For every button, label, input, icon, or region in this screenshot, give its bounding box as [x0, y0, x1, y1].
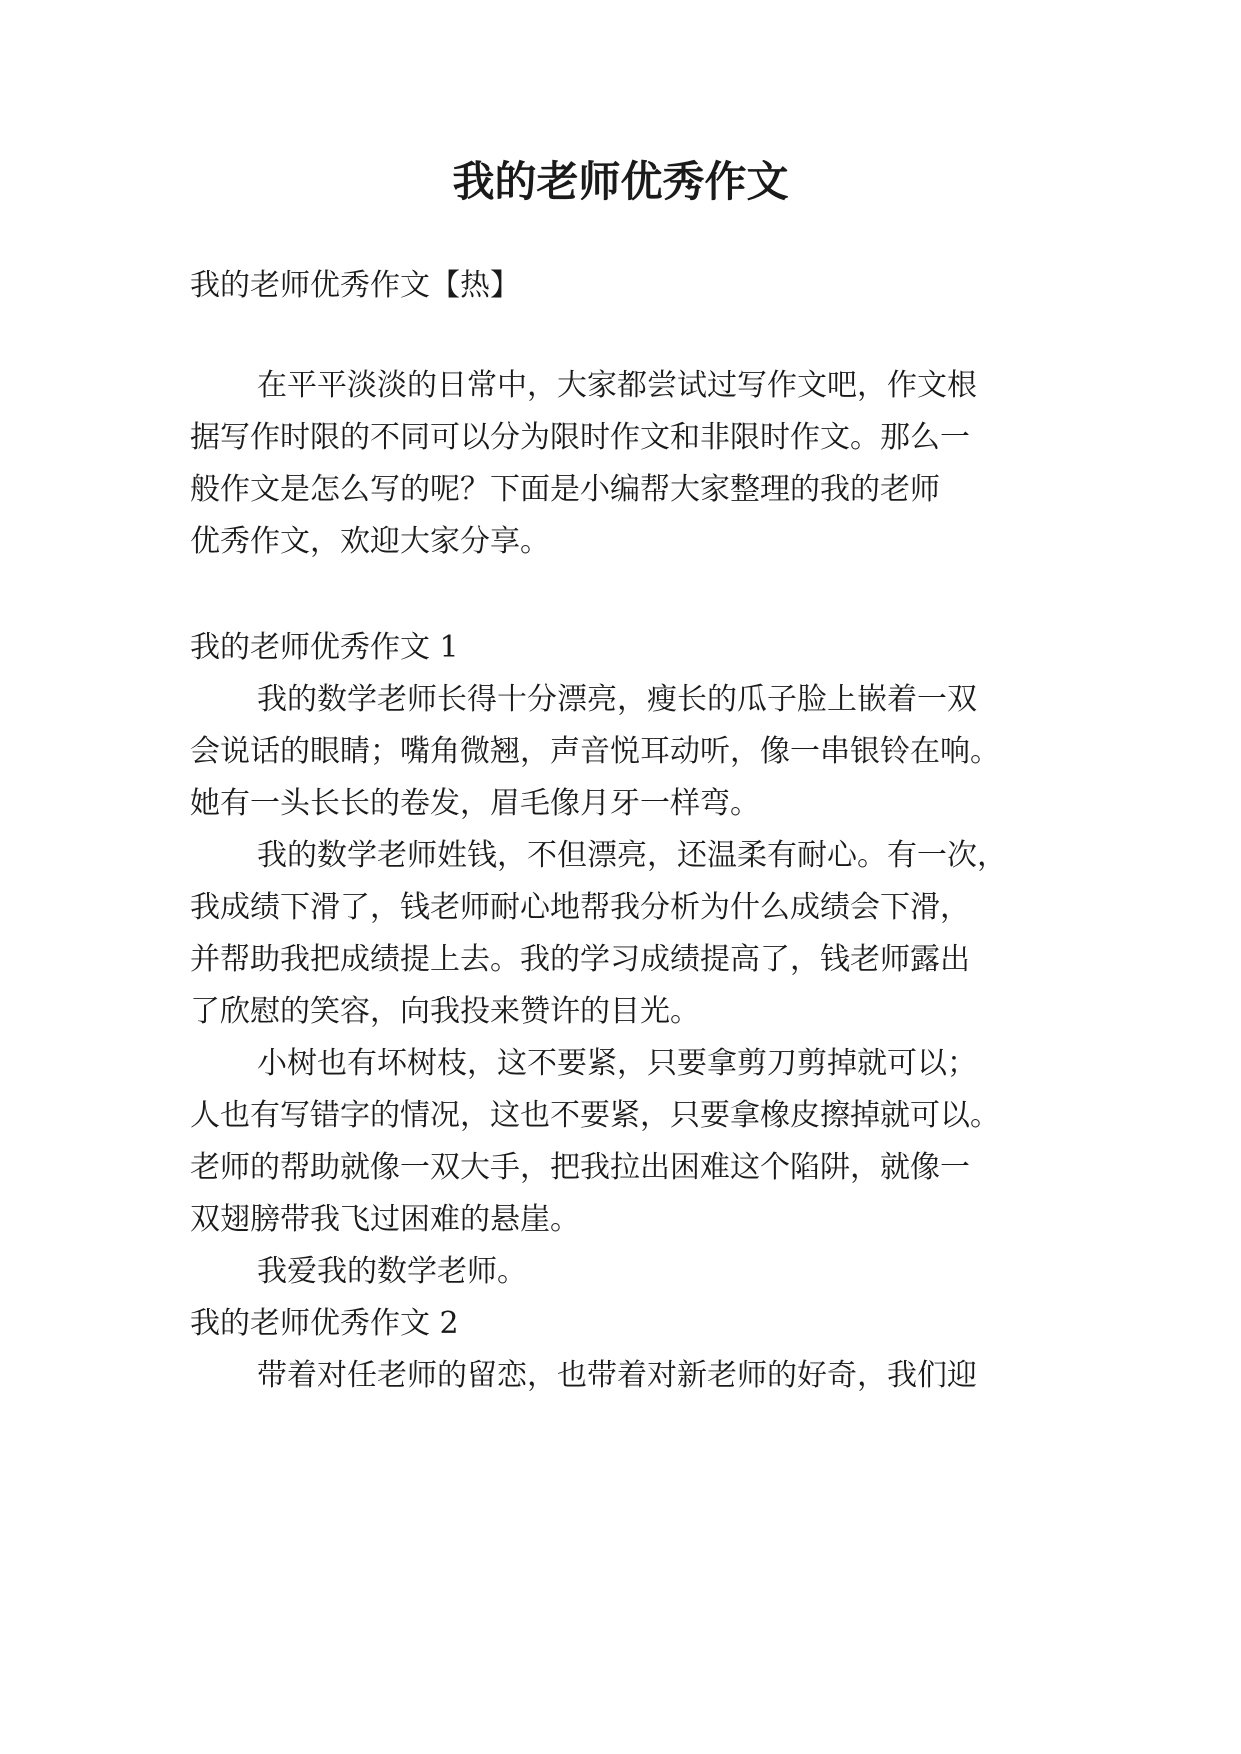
intro-line: 般作文是怎么写的呢？下面是小编帮大家整理的我的老师 [190, 472, 940, 507]
essay1-paragraph-line: 小树也有坏树枝，这不要紧，只要拿剪刀剪掉就可以； [257, 1046, 977, 1081]
essay1-paragraph-line: 老师的帮助就像一双大手，把我拉出困难这个陷阱，就像一 [190, 1150, 970, 1185]
essay1-paragraph-line: 她有一头长长的卷发，眉毛像月牙一样弯。 [190, 786, 760, 821]
essay1-paragraph-line: 会说话的眼睛；嘴角微翘，声音悦耳动听，像一串银铃在响。 [190, 734, 1000, 769]
intro-line: 在平平淡淡的日常中，大家都尝试过写作文吧，作文根 [257, 368, 977, 403]
essay2-heading: 我的老师优秀作文 2 [190, 1306, 459, 1341]
essay1-paragraph-line: 我的数学老师长得十分漂亮，瘦长的瓜子脸上嵌着一双 [257, 682, 977, 717]
intro-line: 据写作时限的不同可以分为限时作文和非限时作文。那么一 [190, 420, 970, 455]
essay1-paragraph-line: 了欣慰的笑容，向我投来赞许的目光。 [190, 994, 700, 1029]
essay1-paragraph-line: 我的数学老师姓钱，不但漂亮，还温柔有耐心。有一次， [257, 838, 1007, 873]
intro-line: 优秀作文，欢迎大家分享。 [190, 524, 550, 559]
essay1-paragraph-line: 人也有写错字的情况，这也不要紧，只要拿橡皮擦掉就可以。 [190, 1098, 1000, 1133]
essay2-paragraph-line: 带着对任老师的留恋，也带着对新老师的好奇，我们迎 [257, 1358, 977, 1393]
essay1-paragraph-line: 双翅膀带我飞过困难的悬崖。 [190, 1202, 580, 1237]
essay1-heading: 我的老师优秀作文 1 [190, 630, 459, 665]
essay1-paragraph-line: 我爱我的数学老师。 [257, 1254, 527, 1289]
document-title: 我的老师优秀作文 [452, 157, 789, 206]
essay1-paragraph-line: 并帮助我把成绩提上去。我的学习成绩提高了，钱老师露出 [190, 942, 970, 977]
essay1-paragraph-line: 我成绩下滑了，钱老师耐心地帮我分析为什么成绩会下滑， [190, 890, 970, 925]
document-subtitle: 我的老师优秀作文【热】 [190, 268, 520, 303]
